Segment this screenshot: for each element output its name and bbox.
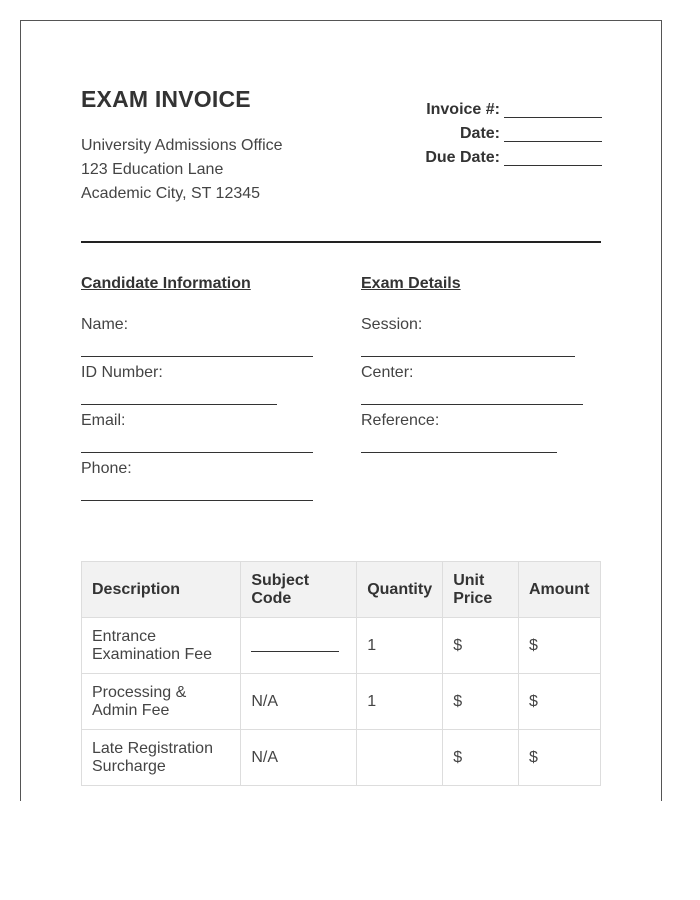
id-number-label: ID Number: [81,364,163,381]
candidate-info-heading: Candidate Information [81,275,251,292]
invoice-date-blank[interactable] [504,125,602,142]
description-cell: Late Registration Surcharge [82,730,241,786]
header-divider [81,241,601,243]
quantity-cell: 1 [357,674,443,730]
line-items-table [81,561,601,786]
invoice-date-row [425,122,602,146]
due-date-label: Due Date: [425,149,500,166]
address-line: Academic City, ST 12345 [81,185,261,202]
table-row [82,618,601,674]
subject-code-cell: N/A [241,730,357,786]
invoice-number-blank[interactable] [504,101,602,118]
amount-cell[interactable]: $ [518,618,600,674]
due-date-blank[interactable] [504,149,602,166]
id-number-field[interactable] [81,404,277,405]
name-label: Name: [81,316,129,333]
quantity-cell: 1 [357,618,443,674]
session-field[interactable] [361,356,575,357]
address-line: University Admissions Office [81,137,283,154]
name-field[interactable] [81,356,313,357]
description-cell: Processing & Admin Fee [82,674,241,730]
table-row [82,674,601,730]
phone-label: Phone: [81,460,132,477]
center-field[interactable] [361,404,583,405]
amount-cell[interactable]: $ [518,730,600,786]
subject-code-cell[interactable] [241,618,357,674]
reference-field[interactable] [361,452,557,453]
address-line: 123 Education Lane [81,161,224,178]
column-header-unit-price: Unit Price [443,562,519,618]
column-header-subject-code: Subject Code [241,562,357,618]
email-label: Email: [81,412,126,429]
invoice-number-row [425,98,602,122]
exam-details-heading: Exam Details [361,275,461,292]
invoice-page [20,20,662,801]
phone-field[interactable] [81,500,313,501]
unit-price-cell[interactable]: $ [443,730,519,786]
amount-cell[interactable]: $ [518,674,600,730]
invoice-meta [425,98,602,170]
subject-code-cell: N/A [241,674,357,730]
invoice-number-label: Invoice #: [426,101,500,118]
invoice-title: EXAM INVOICE [81,86,251,112]
invoice-date-label: Date: [459,125,500,142]
reference-label: Reference: [361,412,440,429]
description-cell: Entrance Examination Fee [82,618,241,674]
email-field[interactable] [81,452,313,453]
session-label: Session: [361,316,423,333]
center-label: Center: [361,364,414,381]
table-header-row [82,562,601,618]
subject-code-blank[interactable] [251,651,339,652]
table-row [82,730,601,786]
issuer-address [81,134,283,206]
unit-price-cell[interactable]: $ [443,674,519,730]
column-header-description: Description [82,562,241,618]
unit-price-cell[interactable]: $ [443,618,519,674]
column-header-quantity: Quantity [357,562,443,618]
quantity-cell[interactable] [357,730,443,786]
column-header-amount: Amount [518,562,600,618]
due-date-row [425,146,602,170]
